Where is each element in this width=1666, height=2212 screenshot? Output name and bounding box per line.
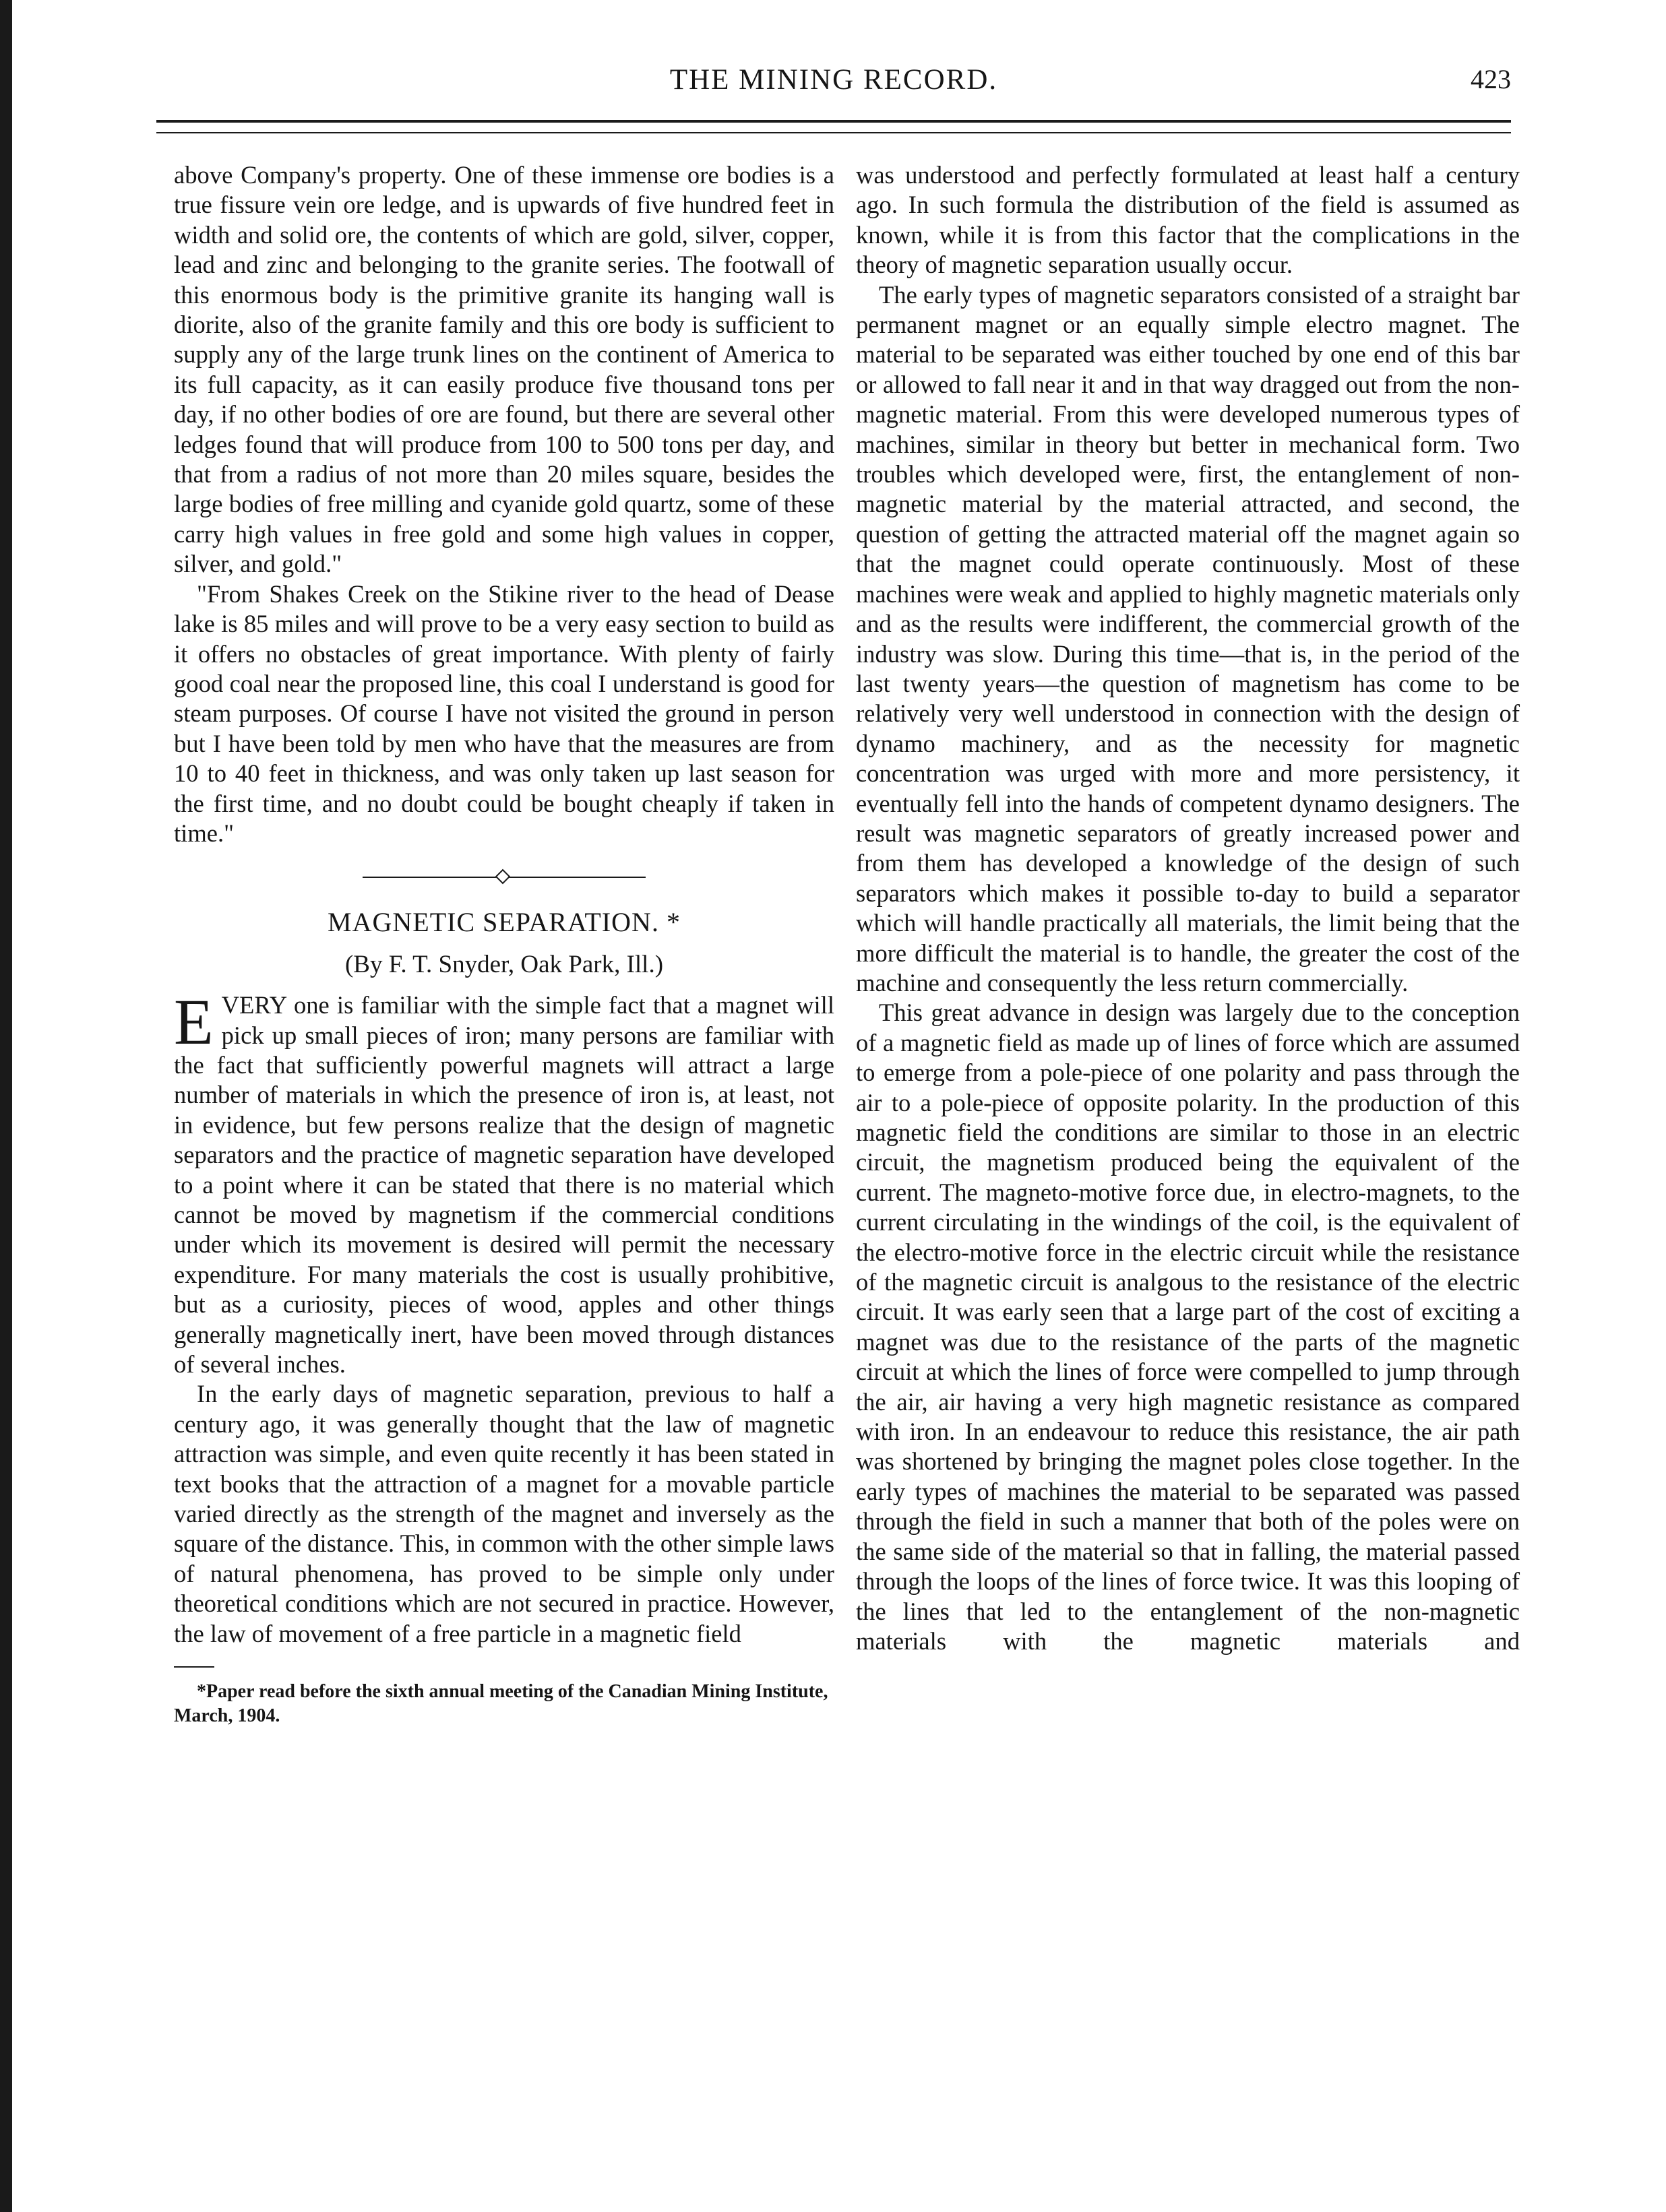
paragraph: "From Shakes Creek on the Stikine river to the head of Dease lake is 85 miles and will prove to be a very easy section to build as it offers no obstacles of great importance. With plenty of fairly good coal near the proposed line, this coal I understand is good for steam purposes. Of course I have not visited the ground in person but I have been told by men who have that the measures are from 10 to 40 feet in thickness, and was only taken up last season for the first time, and no doubt could be bought cheaply if taken in time." (174, 579, 834, 847)
footnote: *Paper read before the sixth annual meeting of the Canadian Mining Institute, March, 1904. (174, 1681, 828, 1727)
diamond-ornament-icon (495, 869, 511, 885)
paragraph: The early types of magnetic separators consisted of a straight bar permanent magnet or an equally simple electro magnet. The material to be separated was either touched by one end of this bar or allowed to fall near it and in that way dragged out from the non-magnetic material. From this were developed numerous types of machines, similar in theory but better in mechanical form. Two troubles which developed were, first, the entanglement of non-magnetic material by the material attracted, and second, the question of getting the attracted material off the magnet again so that the magnet could operate continuously. Most of these machines were weak and applied to highly magnetic materials only and as the results were indifferent, the commercial growth of the industry was slow. During this time—that is, in the period of the last twenty years—the question of magnetism has come to be relatively very well understood in connection with the design of dynamo machinery, and as the necessity for magnetic concentration was urged with more and more persistency, it eventually fell into the hands of competent dynamo designers. The result was magnetic separators of greatly increased power and from them has developed a knowledge of the design of such separators which makes it possible to-day to build a separator which will handle practically all materials, the limit being that the more difficult the material is to handle, the greater the cost of the machine and consequently the less return commercially. (856, 280, 1520, 997)
paragraph: In the early days of magnetic separation, previous to half a century ago, it was generally thought that the law of magnetic attraction was simple, and even quite recently it has been stated in text books that the attraction of a magnet for a movable particle varied directly as the strength of the magnet and inversely as the square of the distance. This, in common with the other simple laws of natural phenomena, has proved to be simple only under theoretical conditions which are not secured in practice. However, the law of movement of a free particle in a magnetic field (174, 1380, 834, 1647)
drop-cap: E (174, 986, 214, 1058)
paragraph: was understood and perfectly formulated at least half a century ago. In such formula the distribution of the field is assumed as known, while it is from this factor that the complications in the theory of magnetic separation usually occur. (856, 161, 1520, 279)
journal-title: THE MINING RECORD. (669, 64, 998, 96)
section-divider (363, 874, 646, 881)
article-first-paragraph (174, 986, 834, 1379)
running-head (156, 59, 1511, 113)
left-column (174, 160, 834, 1728)
article-title: MAGNETIC SEPARATION. * (328, 907, 681, 938)
paragraph: This great advance in design was largely due to the conception of a magnetic field as made up of lines of force which are assumed to emerge from a pole-piece of one polarity and pass through the air to a pole-piece of opposite polarity. In the production of this magnetic field the conditions are similar to those in an electric circuit, the magnetism produced being the equivalent of the current. The magneto-motive force due, in electro-magnets, to the current circulating in the windings of the coil, is the equivalent of the electro-motive force in the electric circuit while the resistance of the magnetic circuit is analgous to the resistance of the electric circuit. It was early seen that a large part of the cost of exciting a magnet was due to the resistance of the parts of the magnetic circuit at which the lines of force were compelled to jump through the air, air having a very high magnetic resistance as compared with iron. In an endeavour to reduce this resistance, the air path was shortened by bringing the magnet poles close together. In the early types of machines the material to be separated was passed through the field in such a manner that both of the poles were on the same side of the material so that in falling, the material passed through the loops of the lines of force twice. It was this looping of the lines that led to the entanglement of the non-magnetic materials with the magnetic materials and (856, 999, 1520, 1655)
right-column (856, 160, 1520, 1656)
footnote-rule (174, 1666, 214, 1668)
first-paragraph-text: VERY one is familiar with the simple fact that a magnet will pick up small pieces of iron; many persons are familiar with the fact that sufficiently powerful magnets will attract a large number of materials in which the presence of iron is, at least, not in evidence, but few persons realize that the design of magnetic separators and the practice of magnetic separation have developed to a point where it can be stated that there is no material which cannot be moved by magnetism if the commercial conditions under which its movement is desired will permit the necessary expenditure. For many materials the cost is usually prohibitive, but as a curiosity, pieces of wood, apples and other things generally magnetically inert, have been moved through distances of several inches. (174, 991, 834, 1379)
page-binding-edge (0, 0, 12, 2212)
page-number: 423 (1471, 64, 1511, 94)
article-byline: (By F. T. Snyder, Oak Park, Ill.) (344, 950, 664, 978)
paragraph: above Company's property. One of these immense ore bodies is a true fissure vein ore ledge, and is upwards of five hundred feet in width and solid ore, the contents of which are gold, silver, copper, lead and zinc and belonging to the granite series. The footwall of this enormous body is the primitive granite its hanging wall is diorite, also of the granite family and this ore body is sufficient to supply any of the large trunk lines on the continent of America to its full capacity, as it can easily produce five thousand tons per day, if no other bodies of ore are found, but there are several other ledges found that will produce from 100 to 500 tons per day, and that from a radius of not more than 20 miles square, besides the large bodies of free milling and cyanide gold quartz, some of these carry high values in free gold and some high values in copper, silver, and gold." (174, 161, 834, 578)
header-rule (156, 120, 1511, 133)
